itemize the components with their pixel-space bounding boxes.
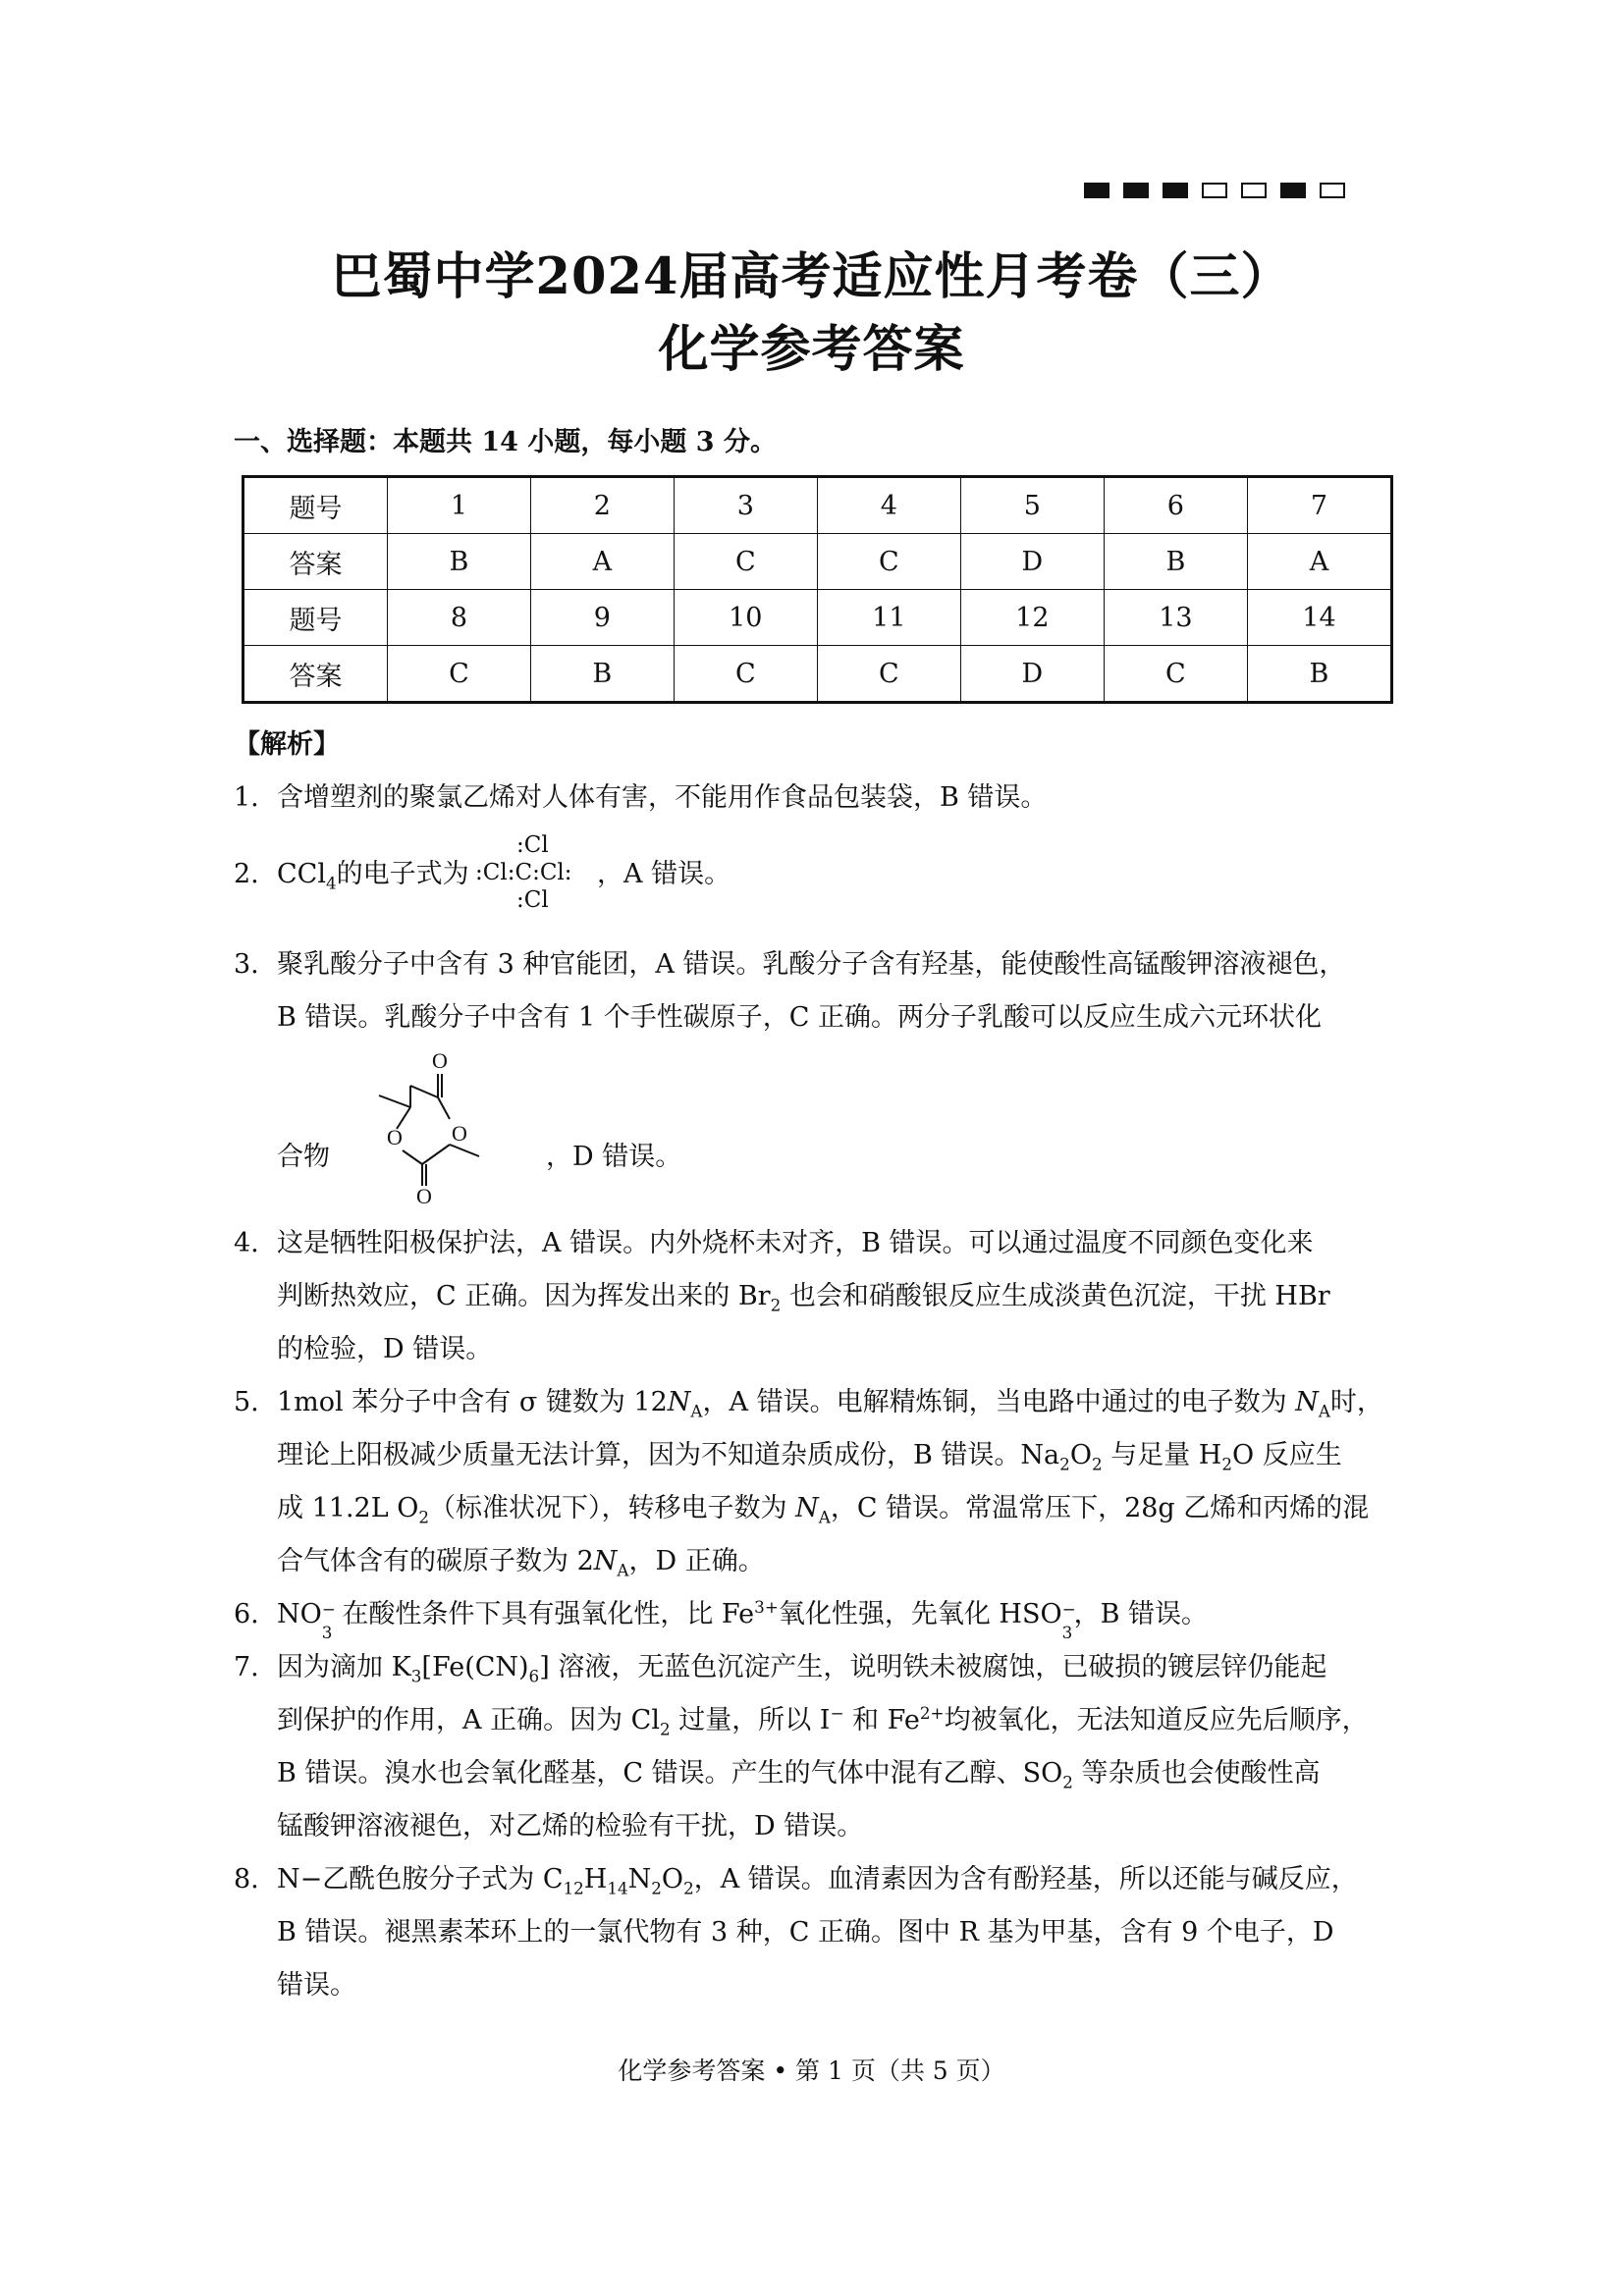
item-text: 判断热效应，C 正确。因为挥发出来的 $Br_2$ 也会和硝酸银反应生成淡黄色沉淀，干扰 HBr <box>277 1281 1330 1315</box>
item-text: 成 11.2L $O_2$（标准状况下），转移电子数为 $N_A$，C 错误。常温常压下，28g 乙烯和丙烯的混 <box>277 1493 1370 1527</box>
page-subtitle: 化学参考答案 <box>658 320 965 379</box>
table-cell: 4 <box>817 477 960 534</box>
table-cell: C <box>1104 646 1247 703</box>
item-number: 4. <box>234 1228 259 1258</box>
table-cell: A <box>1247 534 1391 590</box>
item-number: 7. <box>234 1652 259 1682</box>
item-number: 1. <box>234 782 259 813</box>
table-cell: 3 <box>674 477 817 534</box>
mark-2 <box>1163 183 1188 198</box>
item-text: 锰酸钾溶液褪色，对乙烯的检验有干扰，D 错误。 <box>277 1811 864 1842</box>
mark-3 <box>1202 183 1227 198</box>
table-cell: 8 <box>387 590 530 646</box>
item-number: 6. <box>234 1599 259 1629</box>
item-text: 含增塑剂的聚氯乙烯对人体有害，不能用作食品包装袋，B 错误。 <box>277 782 1048 813</box>
item-text: 到保护的作用，A 正确。因为 $Cl_2$ 过量，所以 I− 和 $Fe^{2+}$均被氧化，无法知道反应先后顺序， <box>277 1703 1369 1739</box>
mark-6 <box>1320 183 1345 198</box>
item-text: 聚乳酸分子中含有 3 种官能团，A 错误。乳酸分子含有羟基，能使酸性高锰酸钾溶液褪色， <box>277 949 1346 980</box>
mark-4 <box>1241 183 1267 198</box>
table-cell: 7 <box>1247 477 1391 534</box>
item-text: NO − 3 在酸性条件下具有强氧化性，比 $Fe^{3+}$氧化性强，先氧化 HSO − 3 ，B 错误。 <box>277 1597 1209 1642</box>
table-cell: 13 <box>1104 590 1247 646</box>
table-cell: A <box>530 534 674 590</box>
table-cell: B <box>1104 534 1247 590</box>
item-number: 5. <box>234 1387 259 1417</box>
item-text: ，D 错误。 <box>546 1142 682 1172</box>
row-label: 答案 <box>243 534 388 590</box>
table-cell: C <box>674 534 817 590</box>
item-number: 2. <box>234 859 259 889</box>
svg-text:O: O <box>452 1121 467 1146</box>
mark-1 <box>1123 183 1149 198</box>
item-text: 错误。 <box>277 1970 356 2001</box>
ccl4-electron-formula: :Cl :Cl:C:Cl: :Cl <box>475 832 572 913</box>
table-cell: D <box>960 646 1104 703</box>
table-cell: B <box>530 646 674 703</box>
table-row <box>243 477 1392 534</box>
answer-table <box>242 475 1393 704</box>
item-text: 1mol 苯分子中含有 σ 键数为 $12N_A$，A 错误。电解精炼铜，当电路中通过的电子数为 $N_A$时， <box>277 1387 1383 1421</box>
page-footer: 化学参考答案 • 第 1 页（共 5 页） <box>618 2056 1005 2085</box>
table-row <box>243 534 1392 590</box>
table-cell: 5 <box>960 477 1104 534</box>
table-cell: C <box>817 646 960 703</box>
item-text: 合气体含有的碳原子数为 $2N_A$，D 正确。 <box>277 1546 765 1580</box>
item-number: 8. <box>234 1864 259 1895</box>
row-label: 答案 <box>243 646 388 703</box>
page-title: 巴蜀中学2024届高考适应性月考卷（三） <box>331 247 1292 306</box>
table-cell: 1 <box>387 477 530 534</box>
analysis-item-2 <box>234 832 1402 946</box>
lactide-structure <box>342 1046 538 1203</box>
table-cell: B <box>1247 646 1391 703</box>
table-cell: 6 <box>1104 477 1247 534</box>
table-cell: C <box>674 646 817 703</box>
mark-5 <box>1280 183 1306 198</box>
item-text: 理论上阳极减少质量无法计算，因为不知道杂质成份，B 错误。$Na_2O_2$ 与足量 $H_2O$ 反应生 <box>277 1440 1342 1474</box>
item-text: B 错误。褪黑素苯环上的一氯代物有 3 种，C 正确。图中 R 基为甲基，含有 9 个电子，D <box>277 1917 1334 1948</box>
item-text: N−乙酰色胺分子式为 $C_{12}H_{14}N_2O_2$，A 错误。血清素因为含有酚羟基，所以还能与碱反应， <box>277 1864 1358 1898</box>
row-label: 题号 <box>243 477 388 534</box>
svg-text:O: O <box>416 1184 432 1203</box>
table-cell: 12 <box>960 590 1104 646</box>
svg-text:O: O <box>432 1048 448 1073</box>
item-text: 合物 <box>277 1142 330 1172</box>
mark-0 <box>1084 183 1109 198</box>
item-text: 因为滴加 $K_3[Fe(CN)_6]$ 溶液，无蓝色沉淀产生，说明铁未被腐蚀，已破损的镀层锌仍能起 <box>277 1652 1327 1686</box>
row-label: 题号 <box>243 590 388 646</box>
item-number: 3. <box>234 949 259 980</box>
table-cell: 9 <box>530 590 674 646</box>
analysis-item-3 <box>234 938 1402 1203</box>
item-text: ，A 错误。 <box>597 859 731 889</box>
analysis-heading: 【解析】 <box>234 729 340 760</box>
item-text: 这是牺牲阳极保护法，A 错误。内外烧杯未对齐，B 错误。可以通过温度不同颜色变化来 <box>277 1228 1314 1258</box>
table-cell: 2 <box>530 477 674 534</box>
item-text: B 错误。乳酸分子中含有 1 个手性碳原子，C 正确。两分子乳酸可以反应生成六元环状化 <box>277 1002 1323 1033</box>
item-text: B 错误。溴水也会氧化醛基，C 错误。产生的气体中混有乙醇、$SO_2$ 等杂质也会使酸性高 <box>277 1758 1321 1792</box>
table-cell: C <box>817 534 960 590</box>
table-row <box>243 590 1392 646</box>
table-cell: C <box>387 646 530 703</box>
table-cell: 10 <box>674 590 817 646</box>
item-text: CCl$_4$的电子式为 <box>277 859 469 893</box>
table-cell: 14 <box>1247 590 1391 646</box>
item-text: 的检验，D 错误。 <box>277 1334 493 1364</box>
svg-text:O: O <box>387 1125 403 1149</box>
table-cell: D <box>960 534 1104 590</box>
binding-marks <box>1084 183 1345 198</box>
table-row <box>243 646 1392 703</box>
table-cell: B <box>387 534 530 590</box>
section-heading: 一、选择题：本题共 14 小题，每小题 3 分。 <box>234 427 777 457</box>
table-cell: 11 <box>817 590 960 646</box>
